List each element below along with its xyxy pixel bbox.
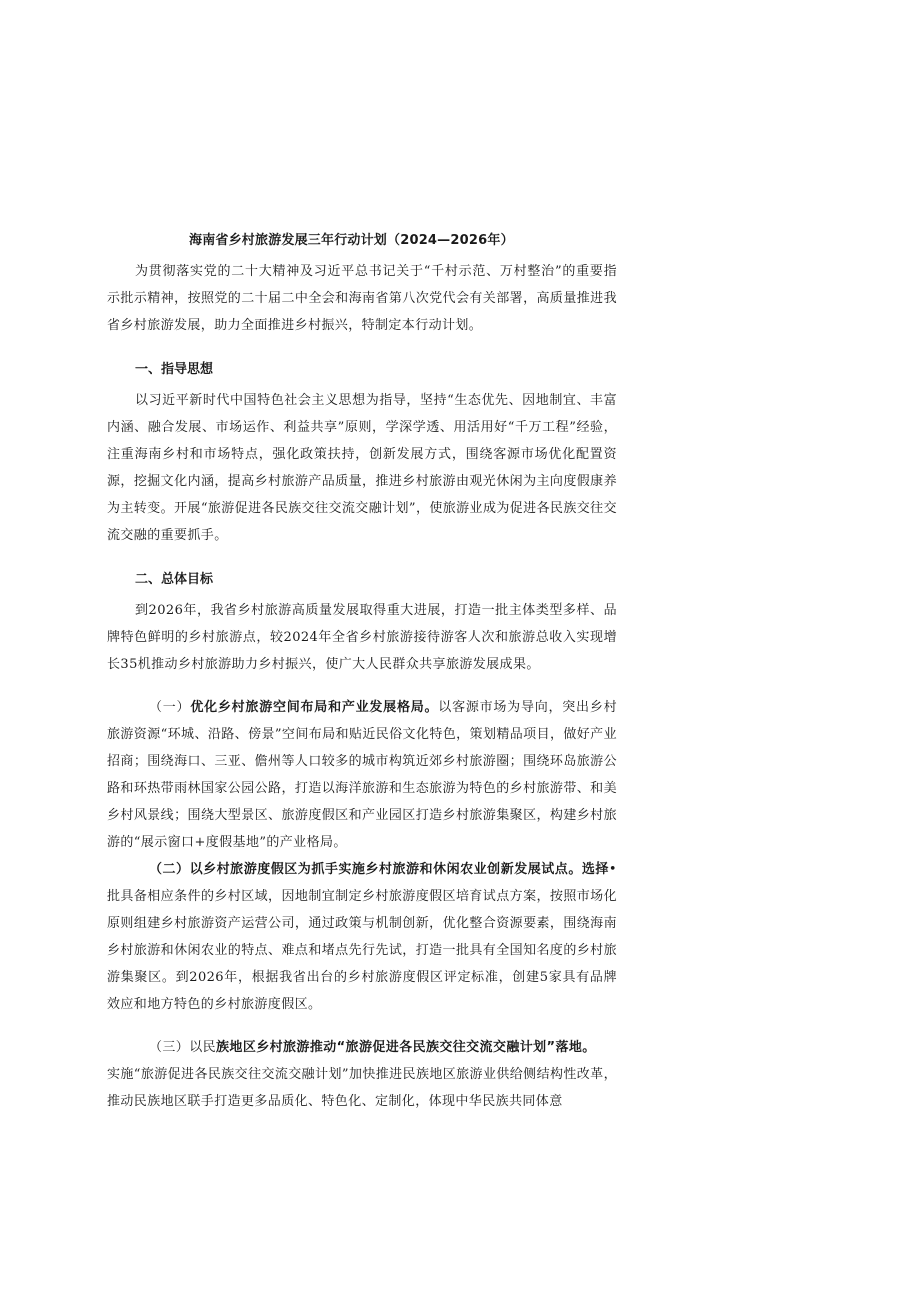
item2-paragraph [107,856,617,1018]
item1-lead: 优化乡村旅游空间布局和产业发展格局。 [190,700,439,715]
item2-lead: （二）以乡村旅游度假区为抓手实施乡村旅游和休闲农业创新发展试点。选择 [149,862,609,877]
item3-body-paragraph: 实施“旅游促进各民族交往交流交融计划”加快推进民族地区旅游业供给侧结构性改革，推动民族地区联手打造更多品质化、特色化、定制化，体现中华民族共同体意 [107,1067,617,1109]
section-heading-overall-goal: 二、总体目标 [135,572,214,587]
item1-body: 以客源市场为导向，突出乡村旅游资源“环城、沿路、傍景”空间布局和贴近民俗文化特色，策划精品项目，做好产业招商；围绕海口、三亚、儋州等人口较多的城市构筑近郊乡村旅游圈；围绕环岛旅游公路和环热带雨林国家公园公路，打造以海洋旅游和生态旅游为特色的乡村旅游带、和美乡村风景线；围绕大型景区、旅游度假区和产业园区打造乡村旅游集聚区，构建乡村旅游的“展示窗口+度假基地”的产业格局。 [107,700,618,850]
spacer [107,678,617,694]
item1-prefix: （一） [149,700,191,715]
spacer [107,1018,617,1034]
item1-paragraph [107,694,617,856]
section-heading-guiding-ideology: 一、指导思想 [135,362,214,377]
overall-goal-paragraph: 到2026年，我省乡村旅游高质量发展取得重大进展，打造一批主体类型多样、品牌特色鲜明的乡村旅游点，较2024年全省乡村旅游接待游客人次和旅游总收入实现增长35机推动乡村旅游助力乡村振兴，使广大人民群众共享旅游发展成果。 [107,603,617,672]
item2-body: •批具备相应条件的乡村区域，因地制宜制定乡村旅游度假区培育试点方案，按照市场化原则组建乡村旅游资产运营公司，通过政策与机制创新，优化整合资源要素，围绕海南乡村旅游和休闲农业的特点、难点和堵点先行先试，打造一批具有全国知名度的乡村旅游集聚区。到2026年，根据我省出台的乡村旅游度假区评定标准，创建5家具有品牌效应和地方特色的乡村旅游度假区。 [107,862,617,1012]
item3-prefix: （三）以民 [149,1040,217,1055]
item3-heading-paragraph [107,1034,617,1061]
guiding-ideology-paragraph: 以习近平新时代中国特色社会主义思想为指导，坚持“生态优先、因地制宜、丰富内涵、融合发展、市场运作、利益共享”原则，学深学透、用活用好“千万工程”经验，注重海南乡村和市场特点，强化政策扶持，创新发展方式，围绕客源市场优化配置资源，挖掘文化内涵，提高乡村旅游产品质量，推进乡村旅游由观光休闲为主向度假康养为主转变。开展“旅游促进各民族交往交流交融计划”，使旅游业成为促进各民族交往交流交融的重要抓手。 [107,393,617,543]
intro-paragraph: 为贯彻落实党的二十大精神及习近平总书记关于“千村示范、万村整治”的重要指示批示精神，按照党的二十届二中全会和海南省第八次党代会有关部署，高质量推进我省乡村旅游发展，助力全面推进乡村振兴，特制定本行动计划。 [107,264,617,333]
document-title: 海南省乡村旅游发展三年行动计划（2024—2026年） [189,233,514,248]
item3-lead: 族地区乡村旅游推动“旅游促进各民族交往交流交融计划”落地。 [216,1040,596,1055]
document-page [107,232,617,1115]
